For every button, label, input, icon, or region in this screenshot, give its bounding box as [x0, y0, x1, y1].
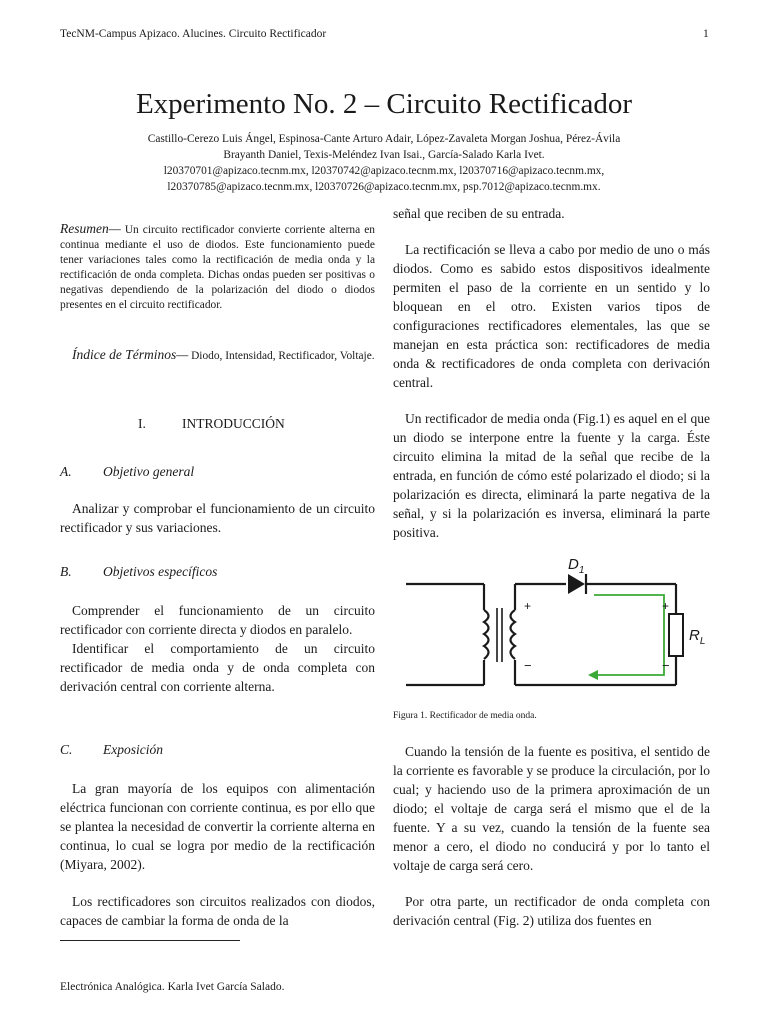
authors-line-1: Castillo-Cerezo Luis Ángel, Espinosa-Cante Arturo Adair, López-Zavaleta Morgan Joshua, Pérez-Ávila	[147, 133, 621, 145]
current-path-arrow	[588, 595, 664, 680]
subsection-b-letter: B.	[60, 564, 72, 579]
author-block	[90, 131, 678, 195]
diode-label: $D_1$	[568, 556, 585, 576]
secondary-coil	[511, 610, 516, 659]
half-wave-rectifier-figure	[400, 552, 710, 697]
authors-line-3: l20370701@apizaco.tecnm.mx, l20370742@apizaco.tecnm.mx, l20370716@apizaco.tecnm.mx,	[163, 165, 605, 177]
index-terms	[60, 347, 375, 364]
authors-line-4: l20370785@apizaco.tecnm.mx, l20370726@apizaco.tecnm.mx, psp.7012@apizaco.tecnm.mx.	[167, 181, 601, 193]
subsection-c-letter: C.	[60, 742, 73, 757]
figure-1-caption: Figura 1. Rectificador de media onda.	[393, 711, 537, 721]
section-number: I.	[138, 416, 146, 431]
subsection-a-body	[60, 499, 375, 537]
paragraph: Cuando la tensión de la fuente es positiva, el sentido de la corriente es favorable y se produce la circulación, por lo cual; y haciendo uso de la primera aproximación de un diodo; el voltaje de carga será el mismo que el de la fuente. Y a su vez, cuando la tensión de la fuente sea menor a cero, el diodo no conducirá y por lo tanto el voltaje de carga será cero.	[393, 744, 710, 873]
load-label: $R_L$	[689, 627, 706, 647]
subsection-c-body	[60, 779, 375, 930]
section-title: INTRODUCCIÓN	[182, 416, 285, 431]
running-header: TecNM-Campus Apizaco. Alucines. Circuito Rectificador	[60, 28, 327, 40]
subsection-a-title: Objetivo general	[103, 464, 195, 479]
paragraph: Por otra parte, un rectificador de onda completa con derivación central (Fig. 2) utiliza dos fuentes en	[393, 894, 710, 928]
footnote-rule	[60, 940, 240, 941]
paragraph: La rectificación se lleva a cabo por medio de uno o más diodos. Como es sabido estos dispositivos idealmente permiten el paso de la corriente en un sentido y lo bloquean en el otro. Existen varios tipos de configuraciones rectificadores elementales, las que se manejan en esta práctica son: rectificadores de media onda & rectificadores de onda completa con derivación central.	[393, 242, 710, 390]
paragraph: Los rectificadores son circuitos realizados con diodos, capaces de cambiar la forma de onda de la	[60, 894, 375, 928]
abstract-label: Resumen—	[60, 221, 121, 236]
abstract-text: Un circuito rectificador convierte corriente alterna en continua mediante el uso de diodos. Este funcionamiento puede tener variaciones tales como la rectificación de media onda y la rectificación de onda completa. Dichas ondas pueden ser positivas o negativas dependiendo de la polarización del diodo o diodos presentes en el circuito rectificador.	[60, 224, 375, 311]
index-terms-label: Índice de Términos—	[72, 347, 189, 362]
paragraph: Analizar y comprobar el funcionamiento de un circuito rectificador y sus variaciones.	[60, 501, 375, 535]
primary-coil	[484, 610, 489, 659]
paragraph: Un rectificador de media onda (Fig.1) es aquel en el que un diodo se interpone entre la fuente y la carga. Éste circuito elimina la mitad de la señal que recibe de la entrada, en función de cómo esté polarizado el diodo; si la polarización es directa, eliminará la parte negativa de la señal, y si la polarización es inversa, eliminará la parte positiva.	[393, 411, 710, 540]
subsection-b-body	[60, 601, 375, 696]
load-plus: +	[662, 599, 670, 613]
secondary-minus: −	[524, 658, 532, 673]
paragraph: Comprender el funcionamiento de un circuito rectificador con corriente directa y diodos en paralelo.	[60, 603, 375, 637]
paper-title: Experimento No. 2 – Circuito Rectificador	[135, 88, 633, 120]
abstract	[60, 221, 375, 313]
right-column-text-top	[393, 204, 710, 542]
diode-triangle	[568, 574, 585, 594]
authors-line-2: Brayanth Daniel, Texis-Meléndez Ivan Isai., García-Salado Karla Ivet.	[223, 149, 545, 161]
paragraph: señal que reciben de su entrada.	[393, 206, 565, 221]
paragraph: La gran mayoría de los equipos con alimentación eléctrica funcionan con corriente continua, es por ello que se plantea la necesidad de convertir la corriente alterna en continua, lo cual se logra por medio de la rectificación (Miyara, 2002).	[60, 781, 375, 872]
paragraph: Identificar el comportamiento de un circuito rectificador de media onda y de onda completa con derivación central con corriente alterna.	[60, 641, 375, 694]
load-minus: −	[662, 658, 670, 673]
load-resistor	[669, 614, 683, 656]
right-column-text-bottom	[393, 742, 710, 930]
subsection-c-title: Exposición	[103, 742, 163, 757]
page-number: 1	[703, 28, 709, 40]
index-terms-text: Diodo, Intensidad, Rectificador, Voltaje.	[188, 350, 375, 362]
subsection-b-title: Objetivos específicos	[103, 564, 218, 579]
secondary-plus: +	[524, 599, 532, 613]
page-footer: Electrónica Analógica. Karla Ivet García Salado.	[60, 981, 285, 993]
subsection-a-letter: A.	[60, 464, 72, 479]
